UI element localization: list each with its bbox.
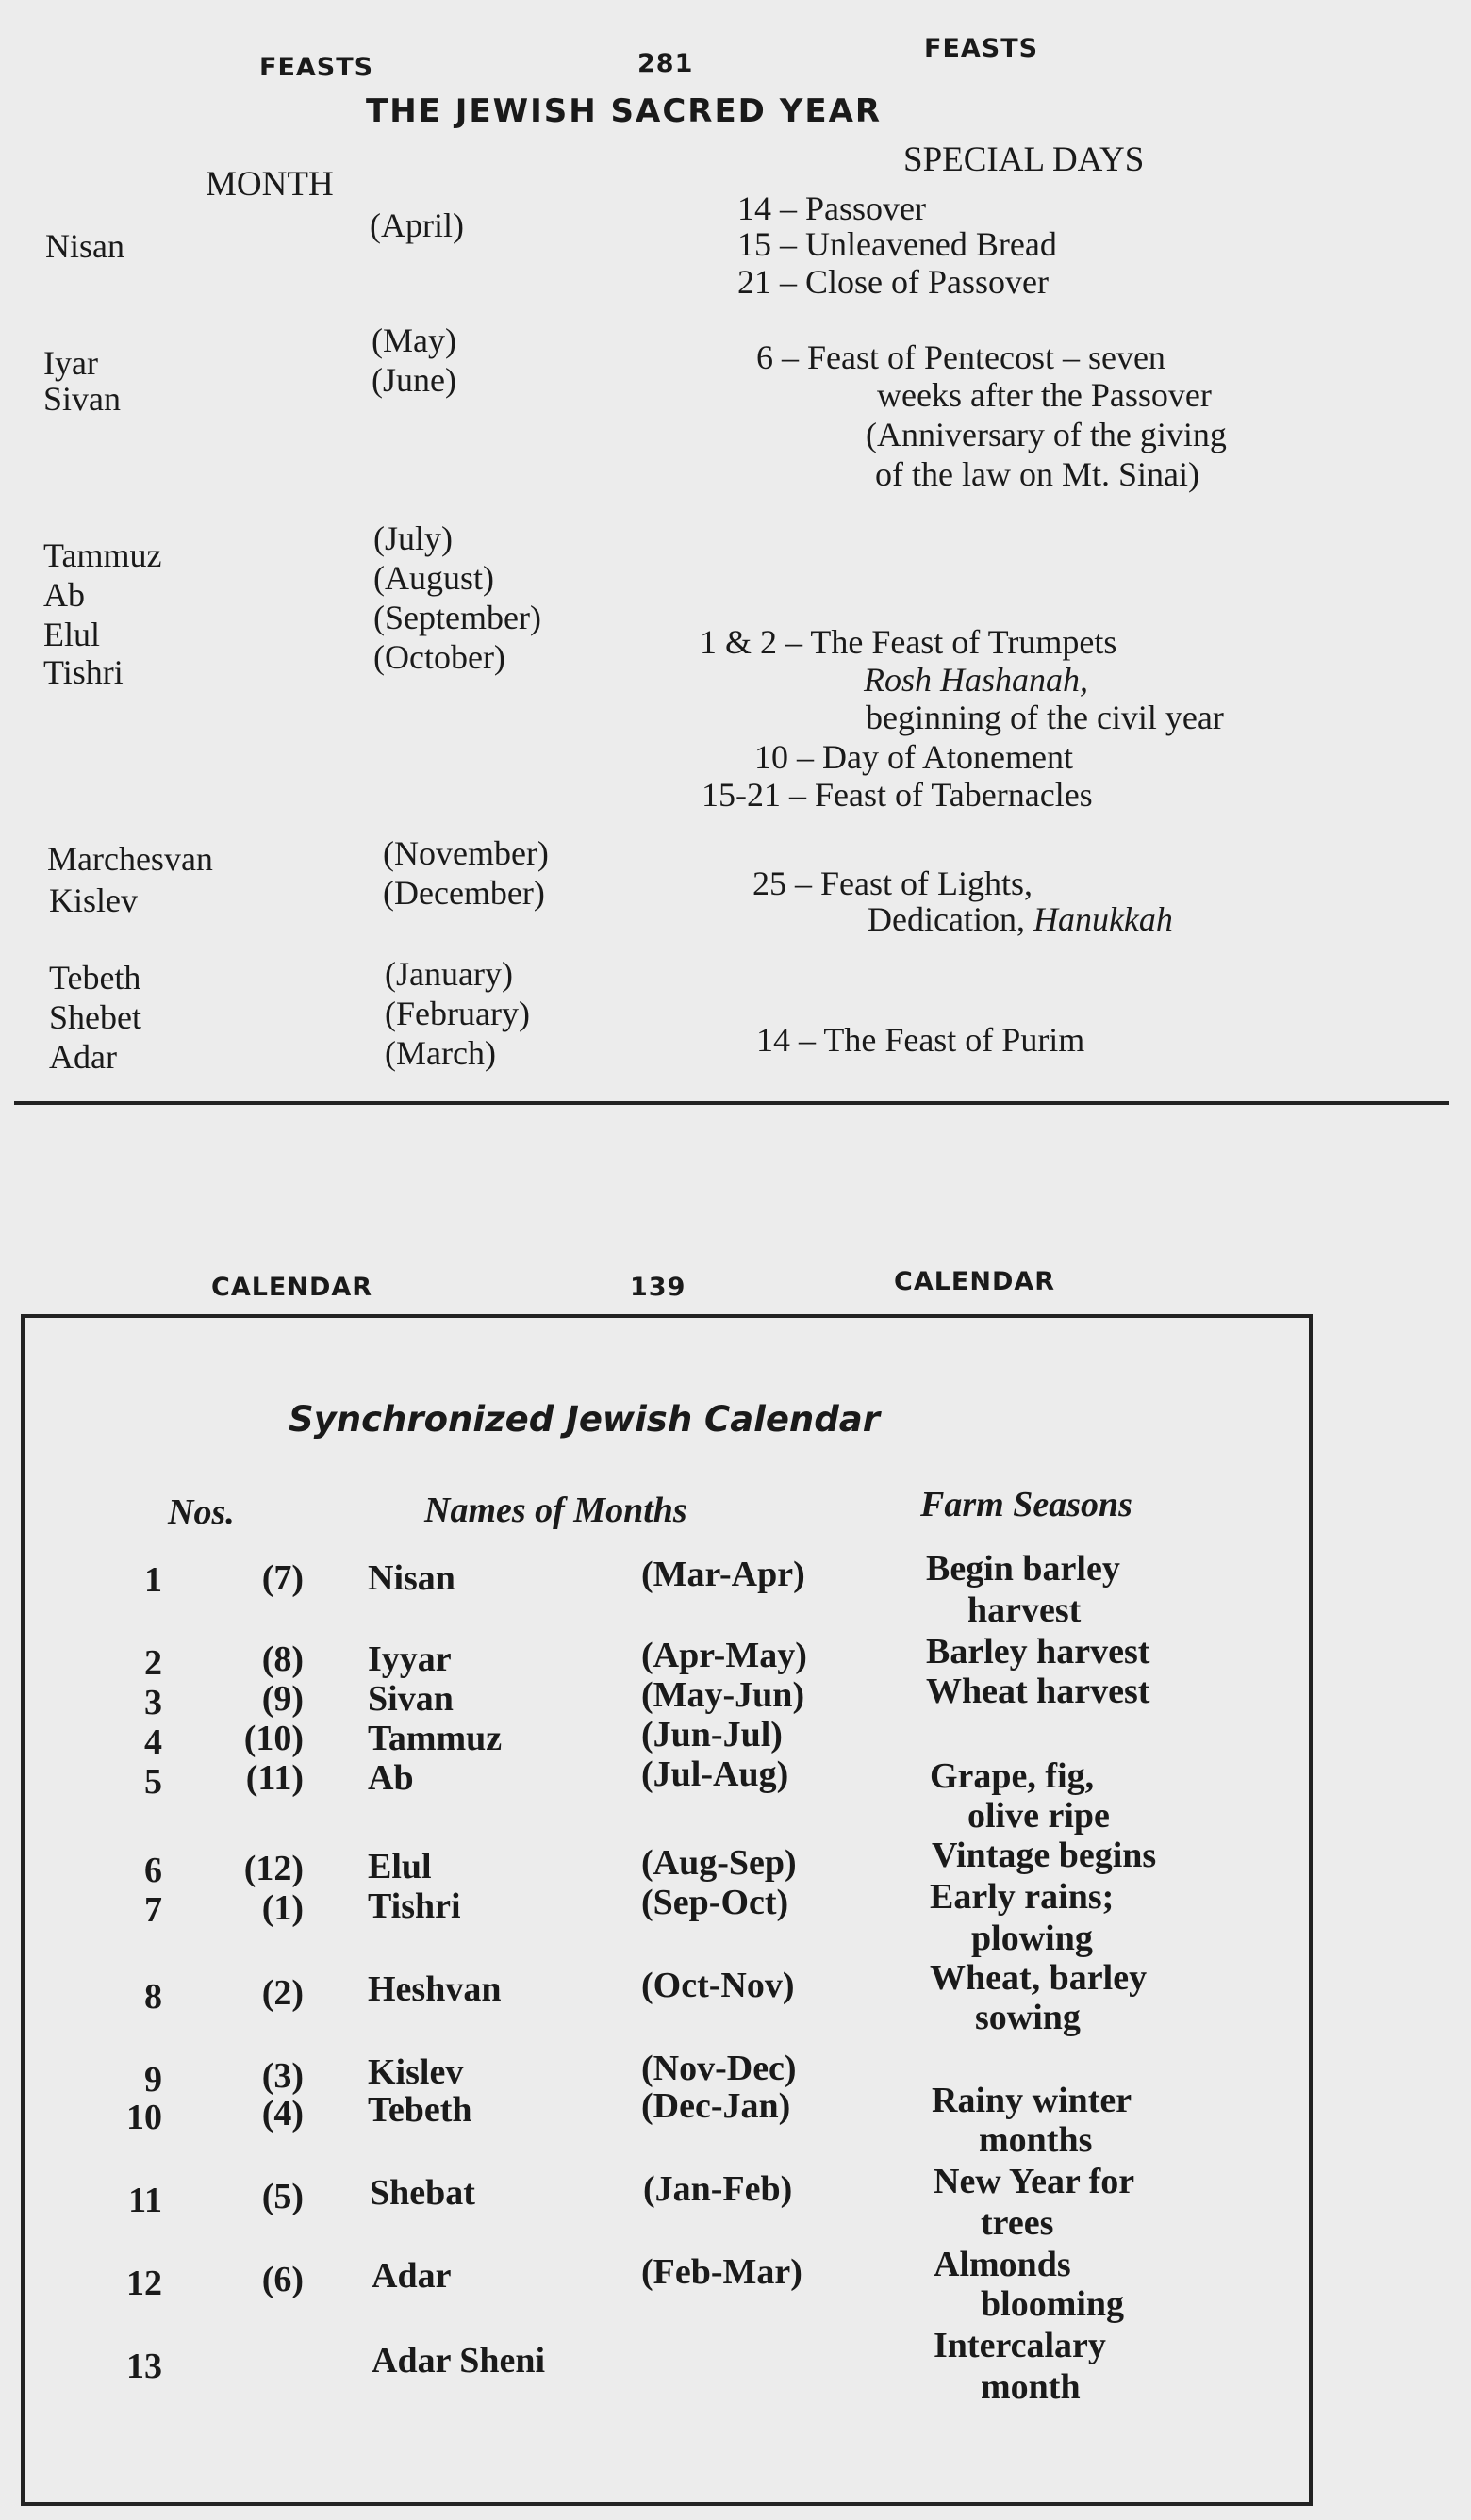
special-days-column-header: SPECIAL DAYS	[903, 140, 1145, 179]
month-name: Ab	[368, 1758, 414, 1798]
month-number: 2	[144, 1643, 162, 1683]
month-name: Iyar	[43, 344, 98, 382]
month-number: 3	[144, 1683, 162, 1722]
month-gregorian: (September)	[373, 599, 541, 636]
month-gregorian: (January)	[385, 955, 513, 993]
page-number: 281	[637, 49, 694, 78]
nos-column-header: Nos.	[168, 1492, 235, 1532]
special-day-line: 10 – Day of Atonement	[754, 738, 1073, 776]
month-number: 7	[144, 1890, 162, 1930]
special-day-line: 6 – Feast of Pentecost – seven	[756, 338, 1165, 376]
month-name: Adar	[49, 1038, 117, 1076]
special-day-line: weeks after the Passover	[877, 376, 1212, 414]
month-name: Tammuz	[368, 1719, 503, 1758]
month-name: Kislev	[49, 881, 138, 919]
month-name: Nisan	[368, 1558, 455, 1598]
farm-season: Begin barley	[926, 1549, 1120, 1589]
month-number: 4	[144, 1722, 162, 1762]
civil-number: (2)	[261, 1973, 304, 2013]
farm-season: Vintage begins	[932, 1836, 1157, 1875]
month-range: (Aug-Sep)	[641, 1843, 797, 1883]
farm-season: blooming	[981, 2284, 1125, 2324]
special-day-line: 1 & 2 – The Feast of Trumpets	[700, 623, 1117, 661]
farm-season: trees	[981, 2203, 1054, 2243]
farm-season: Wheat harvest	[926, 1672, 1150, 1711]
month-name: Elul	[43, 616, 100, 653]
special-day-line: 15 – Unleavened Bread	[737, 225, 1057, 263]
month-name: Tebeth	[49, 959, 141, 996]
farm-season: Grape, fig,	[930, 1756, 1095, 1796]
month-gregorian: (February)	[385, 995, 530, 1032]
running-header-right: CALENDAR	[894, 1267, 1056, 1296]
month-number: 1	[144, 1560, 162, 1600]
special-day-text: Dedication,	[868, 900, 1025, 938]
civil-number: (1)	[261, 1888, 304, 1928]
farm-season: months	[979, 2120, 1093, 2160]
special-day-line	[868, 899, 1173, 939]
month-name: Nisan	[45, 227, 124, 265]
farm-season: Almonds	[934, 2245, 1071, 2284]
month-gregorian: (August)	[373, 559, 494, 597]
month-gregorian: (December)	[383, 874, 545, 912]
farm-season: Intercalary	[934, 2326, 1106, 2365]
month-range: (Oct-Nov)	[641, 1966, 795, 2005]
calendar-title: Synchronized Jewish Calendar	[289, 1399, 880, 1440]
month-name: Sivan	[43, 380, 122, 418]
month-name: Iyyar	[368, 1639, 452, 1679]
special-day-line: of the law on Mt. Sinai)	[875, 455, 1199, 493]
special-day-line: 15-21 – Feast of Tabernacles	[702, 776, 1093, 814]
month-name: Marchesvan	[47, 840, 213, 878]
month-name: Tebeth	[368, 2090, 472, 2130]
month-name: Shebat	[370, 2173, 475, 2213]
month-range: (Sep-Oct)	[641, 1883, 789, 1922]
month-number: 12	[126, 2264, 162, 2303]
month-gregorian: (April)	[370, 206, 464, 244]
special-day-line: beginning of the civil year	[866, 699, 1224, 736]
month-number: 8	[144, 1977, 162, 2017]
month-number: 9	[144, 2060, 162, 2100]
month-range: (Dec-Jan)	[641, 2086, 791, 2126]
farm-season: New Year for	[934, 2162, 1135, 2201]
farm-season: Rainy winter	[932, 2081, 1132, 2120]
special-day-line: 14 – The Feast of Purim	[756, 1021, 1085, 1059]
civil-number: (3)	[261, 2056, 304, 2096]
running-header-right: FEASTS	[924, 34, 1039, 63]
farm-season: Wheat, barley	[930, 1958, 1148, 1998]
month-number: 10	[126, 2098, 162, 2137]
month-range: (Mar-Apr)	[641, 1555, 805, 1594]
running-header-left: CALENDAR	[211, 1273, 373, 1302]
farm-season: olive ripe	[967, 1796, 1110, 1836]
civil-number: (11)	[245, 1758, 304, 1798]
special-day-line: Rosh Hashanah,	[864, 661, 1089, 699]
month-name: Adar	[372, 2256, 452, 2296]
month-gregorian: (June)	[372, 361, 456, 399]
special-day-line: 21 – Close of Passover	[737, 263, 1049, 301]
month-number: 13	[126, 2347, 162, 2386]
month-name: Ab	[43, 576, 85, 614]
month-gregorian: (May)	[372, 321, 456, 359]
civil-number: (5)	[261, 2177, 304, 2216]
month-name: Adar Sheni	[372, 2341, 546, 2380]
farm-season: month	[981, 2367, 1081, 2407]
page-divider	[14, 1101, 1449, 1105]
special-day-line: 25 – Feast of Lights,	[752, 865, 1033, 902]
month-number: 5	[144, 1762, 162, 1802]
civil-number: (10)	[243, 1719, 304, 1758]
farm-seasons-column-header: Farm Seasons	[920, 1485, 1132, 1524]
page-number: 139	[630, 1273, 686, 1302]
farm-season: sowing	[975, 1998, 1081, 2037]
special-day-line: 14 – Passover	[737, 189, 926, 227]
special-day-line: (Anniversary of the giving	[866, 416, 1227, 453]
month-range: (Feb-Mar)	[641, 2252, 802, 2292]
month-name: Kislev	[368, 2052, 464, 2092]
farm-season: Barley harvest	[926, 1632, 1150, 1672]
civil-number: (8)	[261, 1639, 304, 1679]
month-name: Tishri	[43, 653, 124, 691]
farm-season: plowing	[971, 1919, 1093, 1958]
month-number: 11	[128, 2181, 162, 2220]
month-name: Tishri	[368, 1886, 461, 1926]
running-header-left: FEASTS	[259, 53, 374, 82]
civil-number: (6)	[261, 2260, 304, 2299]
month-range: (May-Jun)	[641, 1675, 805, 1715]
farm-season: harvest	[967, 1590, 1082, 1630]
civil-number: (4)	[261, 2094, 304, 2133]
month-gregorian: (October)	[373, 638, 505, 676]
month-range: (Jan-Feb)	[643, 2169, 793, 2209]
farm-season: Early rains;	[930, 1877, 1115, 1917]
special-day-text: Hanukkah	[1033, 900, 1173, 938]
month-range: (Apr-May)	[641, 1636, 807, 1675]
month-range: (Jun-Jul)	[641, 1715, 783, 1754]
civil-number: (12)	[243, 1849, 304, 1888]
names-column-header: Names of Months	[424, 1491, 687, 1530]
month-gregorian: (November)	[383, 834, 549, 872]
month-name: Shebet	[49, 998, 141, 1036]
month-gregorian: (March)	[385, 1034, 496, 1072]
month-number: 6	[144, 1851, 162, 1890]
month-name: Sivan	[368, 1679, 454, 1719]
month-name: Tammuz	[43, 536, 162, 574]
month-gregorian: (July)	[373, 519, 453, 557]
civil-number: (7)	[261, 1558, 304, 1598]
page-title: THE JEWISH SACRED YEAR	[366, 92, 883, 130]
civil-number: (9)	[261, 1679, 304, 1719]
month-column-header: MONTH	[206, 165, 334, 204]
month-range: (Nov-Dec)	[641, 2049, 797, 2088]
month-name: Heshvan	[368, 1969, 502, 2009]
month-range: (Jul-Aug)	[641, 1754, 789, 1794]
month-name: Elul	[368, 1847, 432, 1886]
